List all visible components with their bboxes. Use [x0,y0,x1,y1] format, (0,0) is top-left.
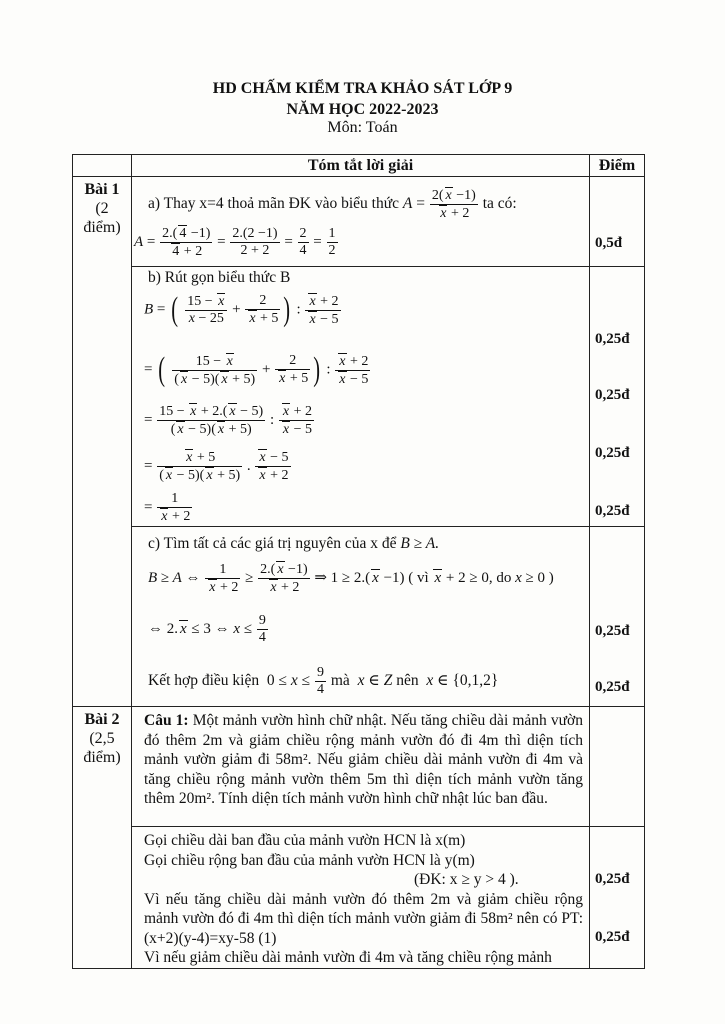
bai2-points: (2,5 điểm) [83,730,121,766]
points: 0,25đ [595,445,630,461]
col-solution-header: Tóm tắt lời giải [132,155,590,177]
bai2-solution-points [590,827,645,969]
bai1c-note: ( vì [408,569,429,586]
points: 0,25đ [595,331,630,347]
bai1a-text: a) Thay x=4 thoả mãn ĐK vào biểu thức [148,195,400,213]
points: 0,25đ [595,679,630,695]
sol-line-1: Gọi chiều dài ban đầu của mảnh vườn HCN là x(m) [144,832,466,849]
doc-title: HD CHẤM KIỂM TRA KHẢO SÁT LỚP 9 [212,80,513,97]
bai1a-cell: a) Thay x=4 thoả mãn ĐK vào biểu thức A = $\frac{2( x -1)}{x + 2}$ ta có: A = $\frac{2.( 4 -1)}{4 + 2}$ = $\frac{2.(2 -1)}{2 + 2}$ = $\frac{2}{4}$ = $\frac{1}{2}$ [132,177,590,267]
bai1c-combine: Kết hợp điều kiện [148,672,260,690]
subject: Môn: Toán [327,119,398,136]
bai2-solution-cell [132,827,590,969]
points: 0,25đ [595,929,630,945]
bai1c-title: c) Tìm tất cả các giá trị nguyên của x để [148,535,397,552]
bai1a-tail: ta có: [482,195,517,213]
col-blank [73,155,132,177]
points: 0,25đ [595,871,630,887]
col-points-header: Điểm [590,155,645,177]
school-year: NĂM HỌC 2022-2023 [286,101,439,118]
cau1-label: Câu 1: [144,712,189,729]
sol-line-4: Vì nếu giảm chiều dài mảnh vườn đi 4m và tăng chiều rộng mảnh [144,949,552,966]
bai1b-points-cell [590,267,645,527]
bai1-label-cell [73,177,132,707]
bai1c-combine3: nên [396,672,419,690]
sol-condition: (ĐK: x ≥ y > 4 ). [414,871,519,888]
points: 0,25đ [595,503,630,519]
bai1c-combine2: mà [330,672,350,690]
points: 0,25đ [595,623,630,639]
bai1b-cell: b) Rút gọn biểu thức B B = ( $\frac{15 - x}{x - 25}$ + $\frac{2}{x + 5}$ ) : $\frac{x + 2}{x - 5}$ = ( $\frac{15 - x}{( x - 5)( x + 5)}$ + $\frac{2}{x + 5}$ ) : $\frac{x + 2}{x - 5}$ = $\frac{15 - x + 2.( x - 5)}{( x - 5)( x + 5)}$ : $\frac{x + 2}{x - 5}$ = $\frac{x + 5}{( x - 5)( x + 5)}$ . $\frac{x - 5}{x + 2}$ = $\frac{1}{x + 2}$ [132,267,590,527]
points: 0,25đ [595,387,630,403]
bai1c-note2: do [496,569,512,586]
bai2-question-cell [132,707,590,827]
points: 0,5đ [595,235,623,251]
sol-line-3: Vì nếu tăng chiều dài mảnh vườn đó thêm 2m và giảm chiều rộng mảnh vườn đó đi 4m thì diện tích mảnh vườn giảm đi 58m² nên có PT: (x+2)(y-4)=xy-58 (1) [144,890,583,947]
cau1-text: Một mảnh vườn hình chữ nhật. Nếu tăng chiều dài mảnh vườn đó thêm 2m và giảm chiều rộng mảnh vườn đó đi 4m thì diện tích mảnh vườn giảm đi 58m². Nếu giảm chiều dài mảnh vườn đi 4m và tăng chiều rộng mảnh vườn thêm 5m thì diện tích mảnh vườn tăng thêm 20m². Tính diện tích mảnh vườn hình chữ nhật lúc ban đầu. [144,712,583,807]
bai1-label: Bài 1 [84,181,120,198]
bai1b-title: b) Rút gọn biểu thức B [148,269,291,286]
bai2-label: Bài 2 [84,711,120,728]
bai1c-cell: c) Tìm tất cả các giá trị nguyên của x để B ≥ A. B ≥ A ⇔ $\frac{1}{x + 2}$ ≥ $\frac{2.( x -1)}{x + 2}$ ⇒ 1 ≥ 2.( x −1) ( vì x + 2 ≥ 0, do x ≥ 0 ) ⇔ 2. x ≤ 3 ⇔ x ≤ $\frac{9}{4}$ Kết hợp điều kiện 0 ≤ x ≤ $\frac{9}{4}$ mà x ∈ Z nên x ∈ {0,1,2} [132,527,590,707]
bai2-label-cell [73,707,132,969]
bai1c-points-cell [590,527,645,707]
sol-line-2: Gọi chiều rộng ban đầu của mảnh vườn HCN là y(m) [144,851,475,869]
bai1-points: (2 điểm) [83,200,121,236]
answer-table [72,154,645,969]
bai1a-points-cell [590,177,645,267]
bai2-question-points [590,707,645,827]
